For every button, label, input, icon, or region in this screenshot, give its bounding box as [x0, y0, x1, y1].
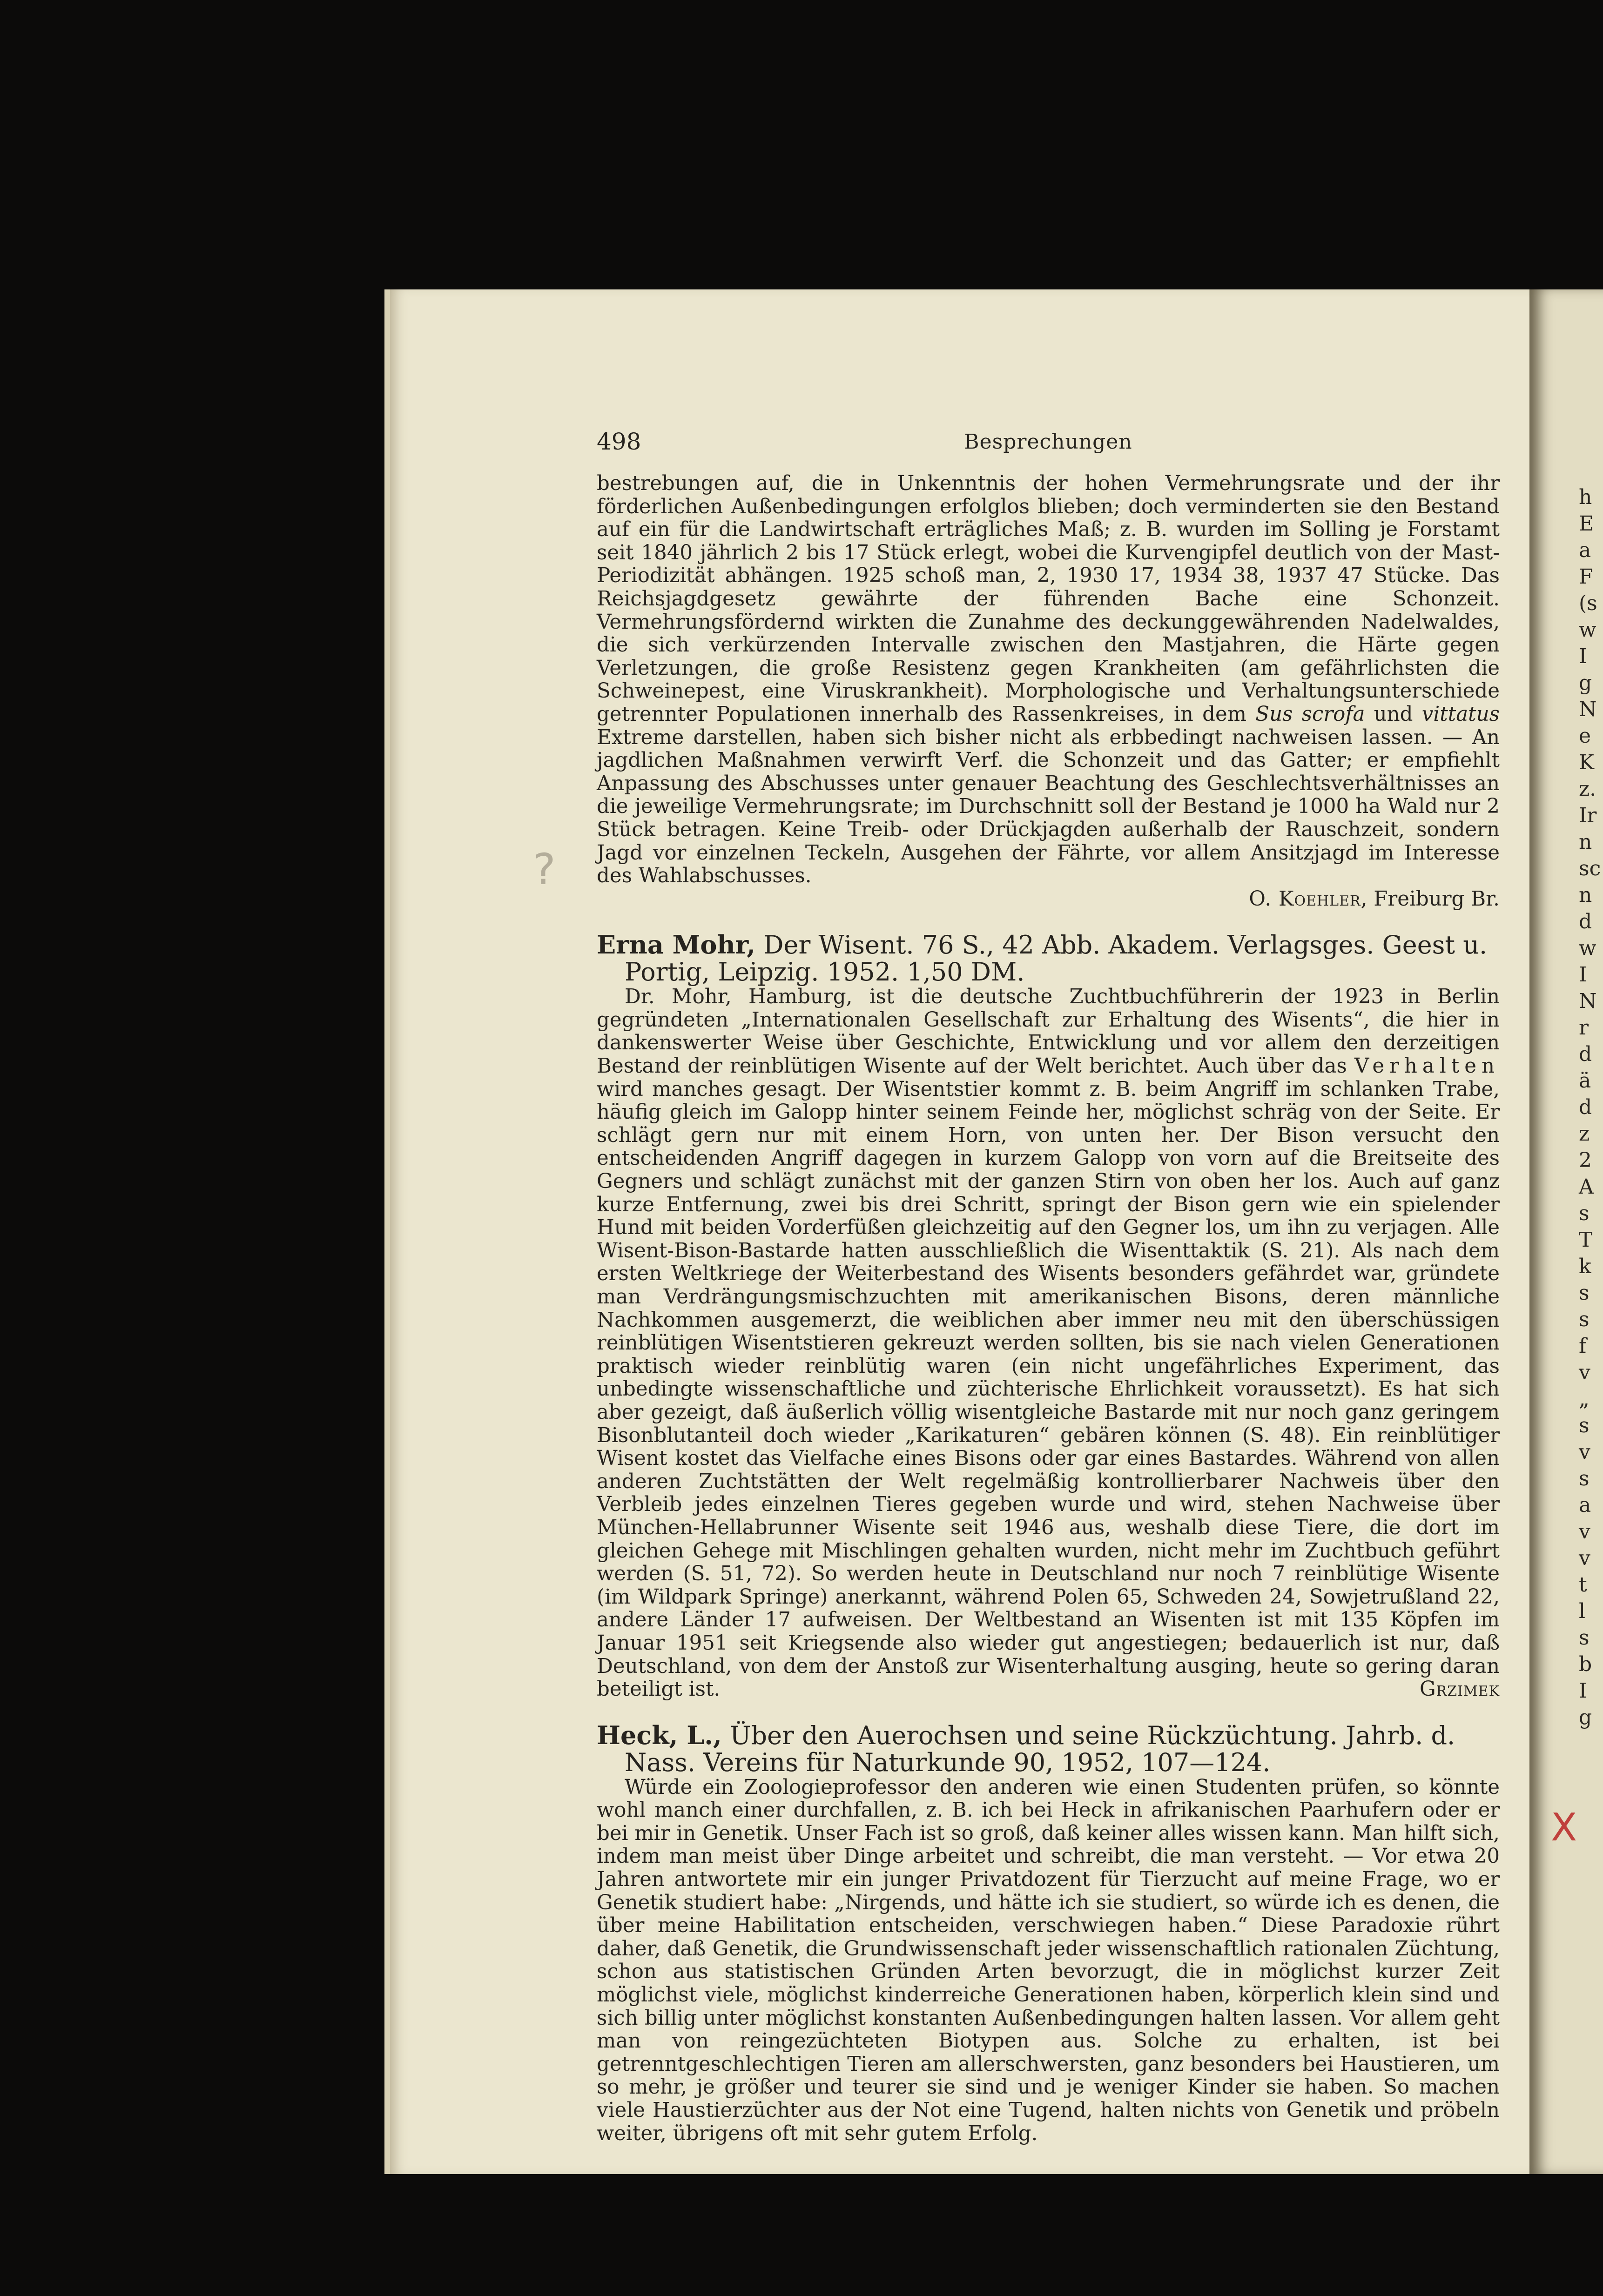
edge-letter: K	[1579, 751, 1594, 774]
review1-text-b: Extreme darstellen, haben sich bisher nicht als erbbedingt nachweisen lassen. — An jagdlichen Maßnahmen verwirft Verf. die Schonzeit und das Gatter; er empfiehlt Anpassung des Abschusses unter genauer Beachtung des Geschlechtsverhältnisses an die jeweilige Vermehrungsrate; im Durchschnitt soll der Bestand je 1000 ha Wald nur 2 Stück betragen. Keine Treib- oder Drückjagden außerhalb der Rauschzeit, sondern Jagd vor einzelnen Teckeln, Ausgehen der Fährte, vor allem Ansitzjagd im Interesse des Wahlabschusses.	[597, 725, 1500, 888]
edge-letter: sc	[1579, 857, 1601, 880]
edge-letter: „	[1579, 1387, 1590, 1411]
review2-paragraph	[597, 986, 1500, 1701]
edge-letter: l	[1579, 1599, 1586, 1623]
edge-letter: d	[1579, 1042, 1592, 1066]
edge-letter: h	[1579, 485, 1592, 509]
review3-heading	[597, 1722, 1500, 1776]
running-head: Besprechungen	[964, 430, 1132, 454]
edge-letter: f	[1579, 1334, 1587, 1358]
review1-text-a: bestrebungen auf, die in Unkenntnis der hohen Vermehrungsrate und der ihr förderlichen Außenbedingungen erfolglos blieben; doch verminderten sie den Bestand auf ein für die Landwirtschaft erträgliches Maß; z. B. wurden im Solling je Forstamt seit 1840 jährlich 2 bis 17 Stück erlegt, wobei die Kurvengipfel deutlich von der Mast-Periodizität abhängen. 1925 schoß man, 2, 1930 17, 1934 38, 1937 47 Stücke. Das Reichsjagdgesetz gewährte der führenden Bache eine Schonzeit. Vermehrungsfördernd wirkten die Zunahme des deckunggewährenden Nadelwaldes, die sich verkürzenden Intervalle zwischen den Mastjahren, die Härte gegen Verletzungen, die große Resistenz gegen Krankheiten (am gefährlichsten die Schweinepest, eine Viruskrankheit). Morphologische und Verhaltungsunterschiede getrennter Populationen innerhalb des Rassenkreises, in dem	[597, 472, 1500, 726]
species-name-2: vittatus	[1421, 702, 1500, 726]
edge-letter: w	[1579, 618, 1596, 642]
edge-letter: F	[1579, 565, 1593, 589]
edge-letter: E	[1579, 512, 1594, 536]
edge-letter: n	[1579, 830, 1592, 854]
edge-letter: v	[1579, 1361, 1590, 1384]
edge-letter: g	[1579, 671, 1592, 695]
red-x-mark: X	[1551, 1806, 1577, 1850]
edge-letter: ä	[1579, 1069, 1591, 1093]
edge-letter: a	[1579, 538, 1591, 562]
edge-letter: r	[1579, 1016, 1589, 1040]
edge-letter: v	[1579, 1440, 1590, 1464]
review2-signature: Grzimek	[1419, 1678, 1500, 1701]
pencil-question-mark: ?	[533, 845, 556, 894]
edge-letter: n	[1579, 883, 1592, 907]
edge-letter: s	[1579, 1626, 1590, 1650]
review2-text-a: Dr. Mohr, Hamburg, ist die deutsche Zuchtbuchführerin der 1923 in Berlin gegründeten „Internationalen Gesellschaft zur Erhaltung des Wisents“, die hier in dankenswerter Weise über Geschichte, Entwicklung und vor allem den derzeitigen Bestand der reinblütigen Wisente auf der Welt berichtet. Auch über das	[597, 985, 1500, 1078]
edge-letter: A	[1579, 1175, 1594, 1199]
review1-paragraph	[597, 472, 1500, 888]
reviewer-place: , Freiburg Br.	[1361, 887, 1500, 911]
edge-letter: v	[1579, 1546, 1590, 1570]
edge-letter: w	[1579, 936, 1596, 960]
spaced-emphasis: Verhalten	[1354, 1054, 1500, 1078]
edge-letter: Ir	[1579, 804, 1597, 827]
edge-letter: s	[1579, 1202, 1590, 1225]
review3-paragraph: Würde ein Zoologieprofessor den anderen wie einen Studenten prüfen, so könnte wohl manch einer durchfallen, z. B. ich bei Heck in afrikanischen Paarhufern oder er bei mir in Genetik. Unser Fach ist so groß, daß keiner alles wissen kann. Man hilft sich, indem man meist über Dinge arbeitet und schreibt, die man versteht. — Vor etwa 20 Jahren antwortete mir ein junger Privatdozent für Tierzucht auf meine Frage, wo er Genetik studiert habe: „Nirgends, und hätte ich sie studiert, so würde ich es denen, die über meine Habilitation entscheiden, verschwiegen haben.“ Diese Paradoxie rührt daher, daß Genetik, die Grundwissenschaft jeder wissenschaftlich rationalen Züchtung, schon aus statistischen Gründen Arten bevorzugt, die in möglichst kurzer Zeit möglichst viele, möglichst kinderreiche Generationen haben, körperlich klein sind und sich billig unter möglichst konstanten Außenbedingungen halten lassen. Vor allem geht man von reingezüchteten Biotypen aus. Solche zu erhalten, ist bei getrenntgeschlechtigen Tieren am allerschwersten, ganz besonders bei Haustieren, um so mehr, je größer und teurer sie sind und je weniger Kinder sie haben. So machen viele Haustierzüchter aus der Not eine Tugend, halten nichts von Genetik und pröbeln weiter, übrigens oft mit sehr gutem Erfolg.	[597, 1775, 1500, 2145]
edge-letter: g	[1579, 1705, 1592, 1729]
edge-letter: k	[1579, 1255, 1591, 1278]
edge-letter: e	[1579, 724, 1591, 748]
edge-letter: s	[1579, 1414, 1590, 1437]
edge-letter: a	[1579, 1493, 1591, 1517]
edge-letter: v	[1579, 1520, 1590, 1544]
edge-letter: z	[1579, 1122, 1590, 1146]
edge-letter: N	[1579, 698, 1597, 721]
review2-heading	[597, 931, 1500, 986]
edge-letter: I	[1579, 1679, 1587, 1703]
review2-text-b: wird manches gesagt. Der Wisentstier kommt z. B. beim Angriff im schlanken Trabe, häufig gleich im Galopp hinter seinem Feinde her, möglichst schräg von der Seite. Er schlägt gern nur mit einem Horn, von unten her. Der Bison versucht den entscheidenden Angriff dagegen in kurzem Galopp von vorn auf die Breitseite des Gegners und schlägt zunächst mit der ganzen Stirn von oben her los. Auch auf ganz kurze Entfernung, zwei bis drei Schritt, springt der Bison gern wie ein spielender Hund mit beiden Vorderfüßen gleichzeitig auf den Gegner los, um ihn zu verjagen. Alle Wisent-Bison-Bastarde hatten ausschließlich die Wisenttaktik (S. 21). Als nach dem ersten Weltkriege der Weiterbestand des Wisents besonders gefährdet war, gründete man Verdrängungsmischzuchten mit amerikanischen Bisons, deren männliche Nachkommen ausgemerzt, die weiblichen aber immer neu mit den überschüssigen reinblütigen Wisentstieren gekreuzt werden sollten, bis sie nach vielen Generationen praktisch wieder reinblütig waren (ein nicht ungefährliches Experiment, das unbedingte wissenschaftliche und züchterische Ehrlichkeit voraussetzt). Es hat sich aber gezeigt, daß äußerlich völlig wisentgleiche Bastarde mit nur noch ganz geringem Bisonblutanteil doch wieder „Karikaturen“ gebären können (S. 48). Ein reinblütiger Wisent kostet das Vielfache eines Bisons oder gar eines Bastardes. Während von allen anderen Zuchtstätten der Welt regelmäßig kontrollierbarer Nachweis über den Verbleib jedes einzelnen Tieres gegeben wurde und wird, stehen Nachweise über München-Hellabrunner Wisente seit 1946 aus, weshalb diese Tiere, die dort im gleichen Gehege mit Mischlingen gehalten wurden, nicht mehr im Zuchtbuch geführt werden (S. 51, 72). So werden heute in Deutschland nur noch 7 reinblütige Wisente (im Wildpark Springe) anerkannt, während Polen 65, Schweden 24, Sowjetrußland 22, andere Länder 17 aufweisen. Der Weltbestand an Wisenten ist mit 135 Köpfen im Januar 1951 seit Kriegsende also wieder gut angestiegen; bedauerlich ist nur, daß Deutschland, von dem der Anstoß zur Wisenterhaltung ausging, heute so gering daran beteiligt ist.	[597, 1077, 1500, 1701]
edge-letter: s	[1579, 1467, 1590, 1490]
review1-and: und	[1374, 702, 1413, 726]
edge-letter: s	[1579, 1281, 1590, 1305]
review3-author: Heck, L.,	[597, 1720, 722, 1750]
edge-letter: z.	[1579, 777, 1596, 801]
reviewer-name: O. Koehler	[1249, 887, 1361, 911]
page-number: 498	[597, 428, 641, 455]
adjacent-page-letters	[1579, 484, 1603, 1731]
edge-letter: b	[1579, 1652, 1592, 1676]
edge-letter: s	[1579, 1308, 1590, 1331]
page-content	[597, 430, 1500, 2145]
edge-letter: t	[1579, 1573, 1587, 1597]
review3-citation: Über den Auerochsen und seine Rückzüchtung. Jahrb. d. Nass. Vereins für Naturkunde 90, 1952, 107—124.	[625, 1720, 1455, 1777]
edge-letter: (s	[1579, 591, 1597, 615]
edge-letter: I	[1579, 644, 1587, 668]
edge-letter: d	[1579, 1095, 1592, 1119]
review2-author: Erna Mohr,	[597, 930, 756, 960]
species-name-1: Sus scrofa	[1255, 702, 1365, 726]
review2-citation: Der Wisent. 76 S., 42 Abb. Akadem. Verlagsges. Geest u. Portig, Leipzig. 1952. 1,50 DM.	[625, 930, 1488, 987]
edge-letter: T	[1579, 1228, 1593, 1252]
edge-letter: 2	[1579, 1148, 1592, 1172]
page-header	[597, 430, 1500, 472]
edge-letter: I	[1579, 963, 1587, 987]
edge-letter: N	[1579, 989, 1597, 1013]
edge-letter: d	[1579, 910, 1592, 933]
review1-signature	[597, 888, 1500, 911]
